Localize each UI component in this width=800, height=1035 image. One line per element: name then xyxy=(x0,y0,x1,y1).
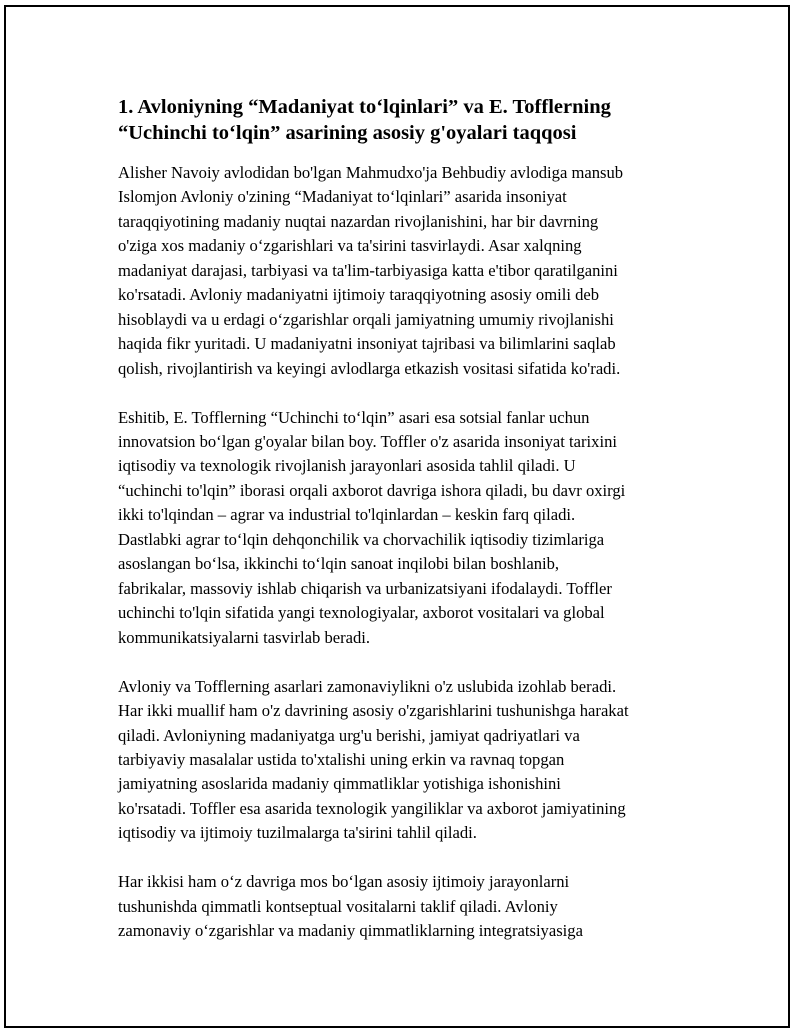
text-line: ikki to'lqindan – agrar va industrial to'lqinlardan – keskin farq qiladi. xyxy=(118,505,576,525)
text-line: haqida fikr yuritadi. U madaniyatni insoniyat tajribasi va bilimlarini saqlab xyxy=(118,334,616,354)
title-line: 1. Avloniyning “Madaniyat to‘lqinlari” va E. Tofflerning xyxy=(118,96,611,118)
text-line: ko'rsatadi. Avloniy madaniyatni ijtimoiy taraqqiyotning asosiy omili deb xyxy=(118,285,600,305)
paragraph-1 xyxy=(118,161,698,381)
text-line: fabrikalar, massoviy ishlab chiqarish va urbanizatsiyani ifodalaydi. Toffler xyxy=(118,578,612,598)
text-line: ko'rsatadi. Toffler esa asarida texnologik yangiliklar va axborot jamiyatining xyxy=(118,798,626,818)
text-line: Eshitib, E. Tofflerning “Uchinchi to‘lqin” asari esa sotsial fanlar uchun xyxy=(118,407,590,427)
text-line: Avloniy va Tofflerning asarlari zamonaviylikni o'z uslubida izohlab beradi. xyxy=(118,676,617,696)
text-line: jamiyatning asoslarida madaniy qimmatliklar yotishiga ishonishini xyxy=(118,774,561,794)
text-line: tarbiyaviy masalalar ustida to'xtalishi uning erkin va ravnaq topgan xyxy=(118,749,565,769)
text-line: Dastlabki agrar to‘lqin dehqonchilik va chorvachilik iqtisodiy tizimlariga xyxy=(118,529,605,549)
paragraph-2 xyxy=(118,406,698,651)
text-line: zamonaviy o‘zgarishlar va madaniy qimmatliklarning integratsiyasiga xyxy=(118,921,583,941)
text-line: taraqqiyotining madaniy nuqtai nazardan rivojlanishini, har bir davrning xyxy=(118,211,599,231)
paragraph-4 xyxy=(118,870,698,943)
text-line: Har ikkisi ham o‘z davriga mos bo‘lgan asosiy ijtimoiy jarayonlarni xyxy=(118,872,570,892)
text-line: iqtisodiy va ijtimoiy tuzilmalarga ta'sirini tahlil qiladi. xyxy=(118,823,477,843)
text-line: asoslangan bo‘lsa, ikkinchi to‘lqin sanoat inqilobi bilan boshlanib, xyxy=(118,554,560,574)
text-line: qiladi. Avloniyning madaniyatga urg'u berishi, jamiyat qadriyatlari va xyxy=(118,725,580,745)
text-line: kommunikatsiyalarni tasvirlab beradi. xyxy=(118,627,371,647)
text-line: Alisher Navoiy avlodidan bo'lgan Mahmudxo'ja Behbudiy avlodiga mansub xyxy=(118,163,624,182)
text-line: o'ziga xos madaniy o‘zgarishlari va ta'sirini tasvirlaydi. Asar xalqning xyxy=(118,236,582,256)
text-line: hisoblaydi va u erdagi o‘zgarishlar orqali jamiyatning umumiy rivojlanishi xyxy=(118,309,614,329)
text-line: iqtisodiy va texnologik rivojlanish jarayonlari asosida tahlil qiladi. U xyxy=(118,456,576,476)
text-line: Har ikki muallif ham o'z davrining asosiy o'zgarishlarini tushunishga harakat xyxy=(118,701,629,721)
text-line: tushunishda qimmatli kontseptual vositalarni taklif qiladi. Avloniy xyxy=(118,896,558,916)
text-line: innovatsion bo‘lgan g'oyalar bilan boy. Toffler o'z asarida insoniyat tarixini xyxy=(118,432,617,452)
text-line: uchinchi to'lqin sifatida yangi texnologiyalar, axborot vositalari va global xyxy=(118,603,605,623)
text-line: “uchinchi to'lqin” iborasi orqali axborot davriga ishora qiladi, bu davr oxirgi xyxy=(118,480,626,500)
text-line: qolish, rivojlantirish va keyingi avlodlarga etkazish vositasi sifatida ko'radi. xyxy=(118,358,621,378)
title-line: “Uchinchi to‘lqin” asarining asosiy g'oyalari taqqosi xyxy=(118,122,577,144)
text-line: Islomjon Avloniy o'zining “Madaniyat to‘lqinlari” asarida insoniyat xyxy=(118,187,567,207)
document-title xyxy=(118,94,698,146)
paragraph-3 xyxy=(118,675,698,846)
text-line: madaniyat darajasi, tarbiyasi va ta'lim-tarbiyasiga katta e'tibor qaratilganini xyxy=(118,260,618,280)
document-body xyxy=(118,94,698,968)
